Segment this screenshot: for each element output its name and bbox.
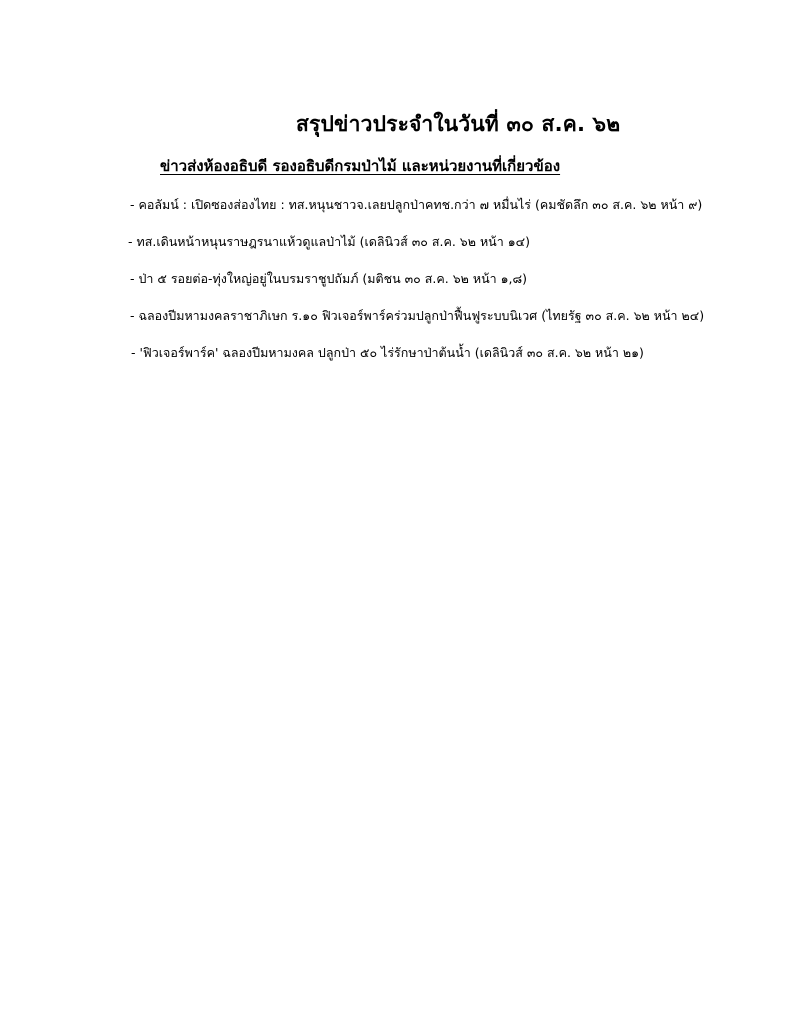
page-title: สรุปข่าวประจำในวันที่ ๓๐ ส.ค. ๖๒ [296, 112, 621, 136]
news-item: - คอลัมน์ : เปิดซองส่องไทย : ทส.หนุนชาวจ.เลยปลูกป่าคทช.กว่า ๗ หมื่นไร่ (คมชัดลึก ๓๐ ส.ค. ๖๒ หน้า ๙) [130, 197, 703, 212]
news-item: - ป่า ๕ รอยต่อ-ทุ่งใหญ่อยู่ในบรมราชูปถัมภ์ (มติชน ๓๐ ส.ค. ๖๒ หน้า ๑,๘) [130, 271, 528, 286]
news-item: - ฉลองปีมหามงคลราชาภิเษก ร.๑๐ ฟิวเจอร์พาร์คร่วมปลูกป่าฟื้นฟูระบบนิเวศ (ไทยรัฐ ๓๐ ส.ค. ๖๒ หน้า ๒๔) [130, 308, 705, 323]
news-list [0, 0, 791, 400]
news-item: - 'ฟิวเจอร์พาร์ค' ฉลองปีมหามงคล ปลูกป่า ๕๐ ไร่รักษาป่าต้นน้ำ (เดลินิวส์ ๓๐ ส.ค. ๖๒ หน้า ๒๑) [131, 345, 644, 360]
section-heading: ข่าวส่งห้องอธิบดี รองอธิบดีกรมป่าไม้ และหน่วยงานที่เกี่ยวข้อง [160, 157, 561, 175]
news-item: - ทส.เดินหน้าหนุนราษฎรนาแห้วดูแลป่าไม้ (เดลินิวส์ ๓๐ ส.ค. ๖๒ หน้า ๑๔) [128, 234, 530, 249]
